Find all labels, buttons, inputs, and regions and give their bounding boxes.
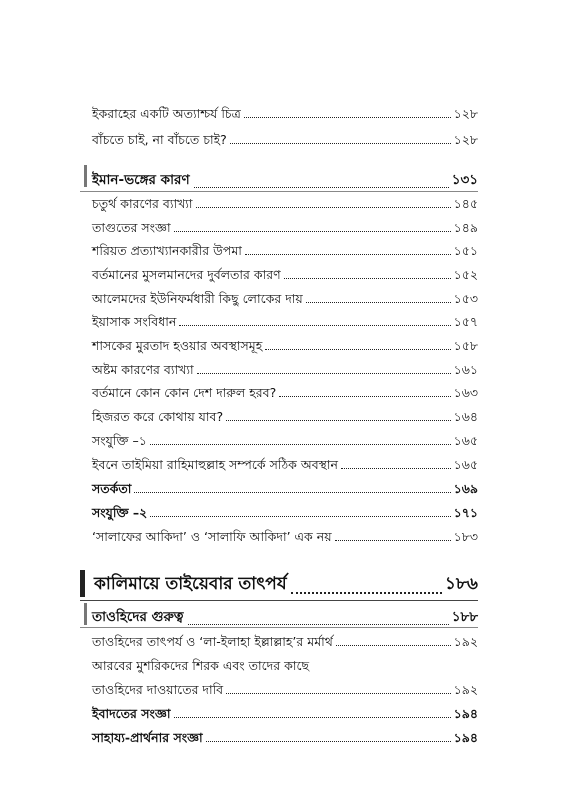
toc-entry-page: ১৫১ [453,243,478,258]
toc-entry-page: ১৫৮ [453,338,478,353]
section-page: ১৩১ [451,172,478,188]
toc-entry-page: ১৬৯ [453,481,478,496]
toc-entry[interactable] [92,291,478,307]
toc-entry[interactable] [92,220,478,236]
toc-entry[interactable] [92,132,478,148]
toc-entry[interactable] [92,457,478,473]
dot-leader [279,396,450,397]
toc-entry-title: ‘সালাফের আকিদা’ ও ‘সালাফি আকিদা’ এক নয় [92,529,332,544]
dot-leader [291,592,442,594]
toc-entry-title: আরবের মুশরিকদের শিরক এবং তাদের কাছে [92,658,310,673]
toc-entry-title: চতুর্থ কারণের ব্যাখ্যা [92,196,193,211]
dot-leader [174,231,451,232]
toc-entry-page: ১৫৩ [453,291,478,306]
section-title: তাওহিদের গুরুত্ব [92,609,184,625]
dot-leader [188,624,449,625]
toc-entry-title: শরিয়ত প্রত্যাখ্যানকারীর উপমা [92,243,242,258]
toc-entry[interactable] [92,385,478,401]
toc-entry-page: ১৯২ [453,682,478,697]
dot-leader [197,373,451,374]
dot-leader [244,117,451,118]
dot-leader [174,717,451,718]
divider [80,191,478,192]
dot-leader [336,645,451,646]
dot-leader [284,278,451,279]
toc-entry-page: ১৯৪ [453,730,478,745]
toc-entry-title: সংযুক্তি –১ [92,433,147,448]
toc-entry-title: ইবনে তাইমিয়া রাহিমাহুল্লাহ সম্পর্কে সঠিক অবস্থান [92,457,339,472]
divider [80,627,478,628]
toc-entry-page: ১৯৪ [453,706,478,721]
dot-leader [150,444,451,445]
chapter-title: কালিমায়ে তাইয়েবার তাৎপর্য [94,574,287,594]
toc-entry[interactable] [92,267,478,283]
toc-entry-page: ১৬১ [453,362,478,377]
dot-leader [196,207,451,208]
toc-entry[interactable] [92,529,478,545]
toc-entry-line [92,658,478,674]
toc-entry-title: আলেমদের ইউনিফর্মধারী কিছু লোকের দায় [92,291,303,306]
toc-entry-title: হিজরত করে কোথায় যাব? [92,409,224,424]
toc-entry[interactable] [92,362,478,378]
toc-entry-page: ১৪৫ [453,196,478,211]
toc-entry-title: বর্তমানে কোন কোন দেশ দারুল হরব? [92,385,277,400]
toc-entry[interactable] [92,106,478,122]
toc-entry[interactable] [92,481,478,497]
toc-entry[interactable] [92,409,478,425]
dot-leader [150,516,450,517]
toc-entry-title: শাসকের মুরতাদ হওয়ার অবস্থাসমূহ [92,338,263,353]
toc-entry-page: ১৯২ [453,634,478,649]
dot-leader [306,302,451,303]
toc-entry-title: ইবাদতের সংজ্ঞা [92,706,171,721]
toc-entry-page: ১৮৩ [453,529,478,544]
toc-entry[interactable] [92,433,478,449]
dot-leader [226,420,451,421]
toc-entry-page: ১২৮ [453,106,478,121]
toc-entry[interactable] [92,730,478,746]
dot-leader [341,468,451,469]
chapter-heading[interactable] [80,571,478,599]
toc-entry-page: ১৬৫ [453,457,478,472]
toc-entry-title: বাঁচতে চাই, না বাঁচতে চাই? [92,132,227,147]
toc-entry-title: ইকরাহের একটি অত্যাশ্চর্য চিত্র [92,106,241,121]
toc-entry-page: ১২৮ [453,132,478,147]
section-page: ১৮৮ [451,609,478,625]
dot-leader [226,693,450,694]
toc-entry[interactable] [92,314,478,330]
dot-leader [134,492,450,493]
dot-leader [179,325,450,326]
toc-entry-page: ১৬৩ [453,385,478,400]
toc-entry[interactable] [92,196,478,212]
toc-entry-title: বর্তমানের মুসলমানদের দুর্বলতার কারণ [92,267,281,282]
dot-leader [194,187,449,188]
toc-entry[interactable] [92,682,478,698]
toc-entry-page: ১৪৯ [453,220,478,235]
toc-entry-title: সংযুক্তি –২ [92,505,148,520]
toc-entry-title: সাহায্য-প্রার্থনার সংজ্ঞা [92,730,203,745]
toc-entry[interactable] [92,634,478,650]
toc-entry-page: ১৭১ [453,505,478,520]
toc-entry-title: সতর্কতা [92,481,132,496]
dot-leader [206,741,451,742]
toc-entry[interactable] [92,706,478,722]
toc-entry-page: ১৫২ [453,267,478,282]
dot-leader [265,349,450,350]
toc-entry-title: তাওহিদের দাওয়াতের দাবি [92,682,224,697]
toc-entry-page: ১৬৪ [453,409,478,424]
dot-leader [335,540,451,541]
chapter-page: ১৮৬ [444,574,478,594]
toc-entry-page: ১৫৭ [453,314,478,329]
section-heading[interactable] [80,606,478,629]
toc-entry-title: তাওহিদের তাৎপর্য ও ‘লা-ইলাহা ইল্লাল্লাহ’র মর্মার্থ [92,634,333,649]
dot-leader [230,143,451,144]
divider [80,600,478,601]
toc-entry[interactable] [92,338,478,354]
section-title: ইমান-ভঙ্গের কারণ [92,172,190,188]
toc-entry[interactable] [92,505,478,521]
toc-entry-title: ইয়াসাক সংবিধান [92,314,177,329]
dot-leader [245,254,451,255]
toc-entry[interactable] [92,243,478,259]
toc-entry-title: অষ্টম কারণের ব্যাখ্যা [92,362,194,377]
section-heading[interactable] [80,169,478,192]
toc-entry-title: তাগুতের সংজ্ঞা [92,220,171,235]
toc-entry-page: ১৬৫ [453,433,478,448]
